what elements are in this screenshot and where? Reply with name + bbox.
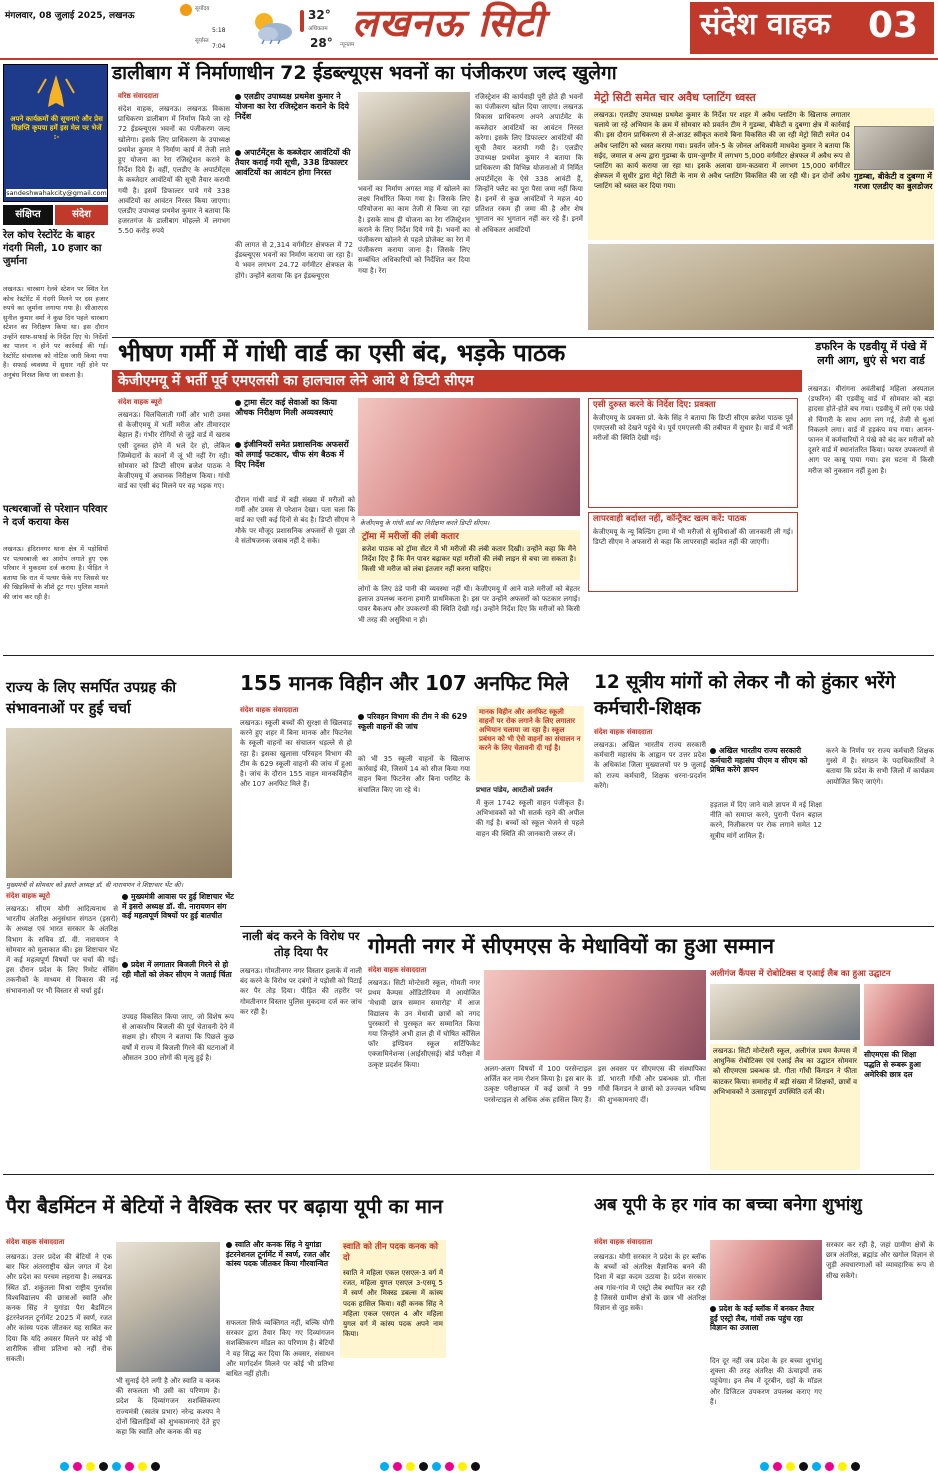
divider	[3, 655, 934, 656]
divider	[112, 337, 934, 338]
trauma-box	[358, 530, 580, 580]
badminton-col-4	[340, 1362, 446, 1457]
temp-max: 32°	[308, 8, 331, 22]
robotics-text: लखनऊ। सिटी मोन्टेसरी स्कूल, अलीगंज प्रथम कैम्पस में आधुनिक रोबोटिक्स एवं एआई लैब का उद्घाटन सोमवार को सीएमएस प्रबन्धक प्रो. गीता गाँधी किंगडन ने फीता काटकर किया। समारोह में बड़ी संख्या में शिक्षकों, छात्रों व अभिभावकों ने उत्साहपूर्ण उपस्थिति दर्ज की।	[713, 1047, 857, 1096]
gandhi-subhead: केजीएमयू में भर्ती पूर्व एमएलसी का हालचाल लेने आये थे डिप्टी सीएम	[118, 373, 474, 389]
teachers-col-3: करने के निर्णय पर राज्य कर्मचारी शिक्षक गुस्से में हैं। संगठन के पदाधिकारियों ने बताया कि प्रदेश के सभी जिलों में कार्यक्रम आयोजित किए जाएंगे।	[826, 747, 934, 786]
color-registration-marks	[60, 1462, 160, 1471]
brief-story-2-text: लखनऊ। इंदिरानगर थाना क्षेत्र में पड़ोसियों पर पत्थरबाजी का आरोप लगाते हुए एक परिवार ने मुकदमा दर्ज कराया है। पीड़ित ने बताया कि रात में पत्थर फेंके गए जिससे घर की खिड़कियों के शीशे टूट गए। पुलिस मामले की जांच कर रही है।	[3, 545, 108, 601]
brief-tag-2: संदेश	[55, 205, 108, 225]
bullet-dot	[122, 894, 128, 900]
masthead	[0, 0, 938, 60]
vehicles-col-3: में कुल 1742 स्कूली वाहन पंजीकृत हैं। अभिभावकों को भी सतर्क रहने की अपील की गई है। बच्चों को स्कूल भेजने से पहले वाहन की स्थिति की जानकारी जरूर लें।	[476, 799, 584, 838]
satellite-bullet-2	[122, 960, 234, 979]
robotics-headline: अलीगंज कैंपस में रोबोटिक्स व एआई लैब का हुआ उद्घाटन	[710, 969, 891, 979]
satellite-headline: राज्य के लिए समर्पित उपग्रह की संभावनाओं पर हुई चर्चा	[6, 680, 177, 717]
divider	[240, 926, 934, 927]
gandhi-byline: संदेश वाहक ब्यूरो	[118, 398, 162, 406]
namaste-hands-icon	[36, 73, 76, 109]
gandhi-photo-caption: केजीएमयू के गांधी वार्ड का निरीक्षण करते डिप्टी सीएम।	[360, 519, 490, 527]
satellite-col-2: उपग्रह विकसित किया जाए, जो विशेष रूप से आकाशीय बिजली की पूर्व चेतावनी देने में सक्षम हो। सीएम ने बताया कि पिछले कुछ वर्षों में राज्य में बिजली गिरने की घटनाओं में औसतन 300 लोगों की मृत्यु हुई है।	[122, 1013, 234, 1062]
press-release-ad	[3, 64, 108, 202]
robotics-photo-2	[864, 984, 934, 1046]
ad-email[interactable]: sandeshwahakcity@gmail.com	[6, 189, 107, 197]
teachers-byline: संदेश वाहक संवाददाता	[594, 728, 653, 736]
color-registration-marks	[760, 1462, 860, 1471]
gandhi-box-1-text: केजीएमयू के प्रवक्ता प्रो. केके सिंह ने बताया कि डिप्टी सीएम ब्रजेश पाठक पूर्व एमएलसी को देखने पहुंचे थे। पूर्व एमएलसी की तबीयत में सुधार है। वार्ड में भर्ती मरीजों की स्थिति देखी गई।	[593, 414, 793, 443]
lead-col-4: रजिस्ट्रेशन की कार्यवाही पूरी होते ही भवनों का पंजीकरण खोल दिया जाएगा। लखनऊ विकास प्राधिकरण अपने अपार्टमेंट के कब्जेदार आवंटियों का आवंटन निरस्त करेगा। इसके लिए डिफाल्टर आवंटियों की सूची तैयार करायी गयी है। एलडीए उपाध्यक्ष प्रथमेश कुमार ने बताया कि प्राधिकरण की विभिन्न योजनाओं में निर्मित अपार्टमेंट्स के ऐसे 338 आवंटी हैं, जिन्होंने फ्लैट का पूरा पैसा जमा नहीं किया है। इनमें से कुछ आवंटियों ने महज 40 प्रतिशत रकम ही जमा की है और शेष भुगतान का भुगतान नहीं कर रहे हैं। इनमें से अधिकतर आवंटियों	[475, 93, 583, 234]
section-title: लखनऊ सिटी	[352, 1, 545, 45]
date-line: मंगलवार, 08 जुलाई 2025, लखनऊ	[5, 11, 135, 21]
badminton-photo	[116, 1242, 220, 1372]
vehicles-quote: मानक विहीन और अनफिट स्कूली वाहनों पर रोक लगाने के लिए लगातार अभियान चलाया जा रहा है। स्कूल प्रबंधन को भी ऐसे वाहनों का संचालन न करने के लिए चेतावनी दी गई है।	[479, 708, 581, 752]
paper-name: संदेश वाहक	[700, 7, 831, 42]
badminton-headline: पैरा बैडमिंटन में बेटियों ने वैश्विक स्तर पर बढ़ाया यूपी का मान	[6, 1195, 443, 1218]
shubhanshu-byline: संदेश वाहक संवाददाता	[594, 1238, 653, 1246]
divider	[3, 1174, 934, 1175]
teachers-col-2: हड़ताल में दिए जाने वाले ज्ञापन में नई शिक्षा नीति को समाप्त करने, पुरानी पेंशन बहाल करने, निजीकरण पर रोक लगाने समेत 12 सूत्रीय मांगें शामिल हैं।	[710, 801, 822, 840]
sunset-time: 7:04	[212, 43, 226, 50]
bullet-dot	[358, 714, 364, 720]
lead-bullet-2	[235, 148, 353, 178]
temp-min-label: न्यूनतम	[340, 42, 355, 48]
gandhi-photo	[358, 398, 580, 516]
temp-max-label: अधिकतम	[308, 26, 328, 32]
bullet-dot	[235, 400, 241, 406]
badminton-bullet-1	[226, 1240, 334, 1269]
gandhi-box-2-headline: लापरवाही बर्दाश्त नहीं, कॉन्ट्रैक्ट खत्म करें: पाठक	[593, 514, 747, 524]
lead-bullet-1-text: एलडीए उपाध्यक्ष प्रथमेश कुमार ने योजना का रेरा रजिस्ट्रेशन कराने के दिये निर्देश	[235, 92, 350, 121]
teachers-col-1: लखनऊ। अखिल भारतीय राज्य सरकारी कर्मचारी महासंघ के आह्वान पर उत्तर प्रदेश के अधिकांश जिला मुख्यालयों पर 9 जुलाई को राज्य कर्मचारी, शिक्षक धरना-प्रदर्शन करेंगे।	[594, 741, 706, 790]
shubhanshu-col-1: लखनऊ। योगी सरकार ने प्रदेश के हर ब्लॉक के बच्चों को अंतरिक्ष वैज्ञानिक बनने की दिशा में बड़ा कदम उठाया है। प्रदेश सरकार अब गांव-गांव में एस्ट्रो लैब स्थापित कर रही है जिससे ग्रामीण क्षेत्रों के छात्र भी अंतरिक्ष विज्ञान से जुड़ सकें।	[594, 1253, 706, 1313]
satellite-bullet-1-text: मुख्यमंत्री आवास पर हुई शिष्टाचार भेंट में इसरो अध्यक्ष डॉ. वी. नारायणन संग कई महत्वपूर्ण विषयों पर हुई बातचीत	[122, 892, 234, 920]
lead-col-1: संदेश वाहक, लखनऊ। लखनऊ विकास प्राधिकरण डालीबाग में निर्माण किये जा रहे 72 ईडब्ल्यूएस भवनों का पंजीकरण जल्द खोलेगा। इसके लिए प्राधिकरण के उपाध्यक्ष प्रथमेश कुमार ने निर्माण कार्य में तेजी लाते हुए योजना का रेरा रजिस्ट्रेशन कराने के निर्देश दिये हैं। वहीं, एलडीए के अपार्टमेंट्स के कब्जेदार आवंटियों की सूची तैयार करायी गयी है। इसमें डिफाल्टर पाये गये 338 आवंटियों का आवंटन निरस्त किया जाएगा। एलडीए उपाध्यक्ष प्रथमेश कुमार ने बताया कि हजरतगंज के डालीबाग मोहल्ले में लगभग 5.50 करोड़ रुपये	[118, 105, 230, 236]
badminton-col-5	[452, 1240, 584, 1457]
gandhi-box-1	[588, 398, 798, 508]
robotics-box	[710, 970, 934, 1170]
sun-icon	[180, 4, 192, 16]
trauma-text: ब्रजेश पाठक को ट्रॉमा सेंटर में भी मरीजों की लंबी कतार दिखी। उन्होंने कहा कि मैंने निर्देश दिए हैं कि मैन पावर बढ़ाकर यहां मरीजों की लंबी लाइन से बचा जा सकता है। किसी भी मरीज को लंबा इंतजार नहीं करना चाहिए।	[362, 545, 576, 574]
badminton-byline: संदेश वाहक संवाददाता	[6, 1238, 65, 1246]
badminton-box-text: स्वाति ने महिला एकल एसएल-3 वर्ग में रजत, महिला युगल एसएल 3-एसयू 5 में स्वर्ण और मिक्स्ड डबल्स में कांस्य पदक हासिल किया। वहीं कनक सिंह ने महिला एकल एसएल 4 और महिला युगल वर्ग में कांस्य पदक अपने नाम किया।	[343, 1269, 443, 1339]
lead-bullet-2-text: अपार्टमेंट्स के कब्जेदार आवंटियों की तैयार कराई गयी सूची, 338 डिफाल्टर आवंटियों का आवंटन होगा निरस्त	[235, 148, 351, 177]
trauma-headline: ट्रॉमा में मरीजों की लंबी कतार	[362, 532, 459, 542]
badminton-bullet-1-text: स्वाति और कनक सिंह ने युगांडा इंटरनेशनल टूर्नामेंट में स्वर्ण, रजत और कांस्य पदक जीतकर किया गौरवान्वित	[226, 1240, 330, 1268]
robotics-photo-caption: सीएमएस की शिक्षा पद्धति से रूबरू हुआ अमेरिकी छात्र दल	[864, 1050, 921, 1079]
vehicles-quote-box	[476, 706, 584, 782]
brief-story-1-headline: रेल कोच रेस्टोरेंट के बाहर गंदगी मिली, 10 हजार का जुर्माना	[3, 230, 102, 267]
brief-tag-1: संक्षिप्त	[3, 205, 53, 225]
bullet-dot	[226, 1242, 232, 1248]
satellite-photo	[6, 728, 232, 878]
shubhanshu-headline: अब यूपी के हर गांव का बच्चा बनेगा शुभांशु	[594, 1195, 862, 1215]
teachers-bullet-1	[710, 746, 822, 775]
gomti-headline: गोमती नगर में सीएमएस के मेधावियों का हुआ सम्मान	[368, 934, 775, 958]
brief-story-1-text: लखनऊ। चारबाग रेलवे स्टेशन पर स्थित रेल कोच रेस्टोरेंट में गंदगी मिलने पर दस हजार रुपये का जुर्माना लगाया गया है। सीआरएस सुनील कुमार वर्मा ने कुछ दिन पहले चारबाग स्टेशन का निरीक्षण किया था। इस दौरान उन्होंने साफ-सफाई के निर्देश दिए थे। निर्देशों का पालन न होने पर कार्रवाई की गई। रेस्टोरेंट संचालक को नोटिस जारी किया गया है। सफाई व्यवस्था में सुधार नहीं होने पर अनुबंध निरस्त किया जा सकता है।	[3, 285, 108, 379]
sunset-label: सूर्यास्त	[195, 38, 209, 44]
temp-min: 28°	[310, 36, 333, 50]
bullet-dot	[710, 1306, 716, 1312]
thermometer-icon	[300, 10, 304, 32]
shubhanshu-bullet-1-text: प्रदेश के कई ब्लॉक में बनकर तैयार हुईं एस्ट्रो लैब, गांवों तक पहुंच रहा विज्ञान का उजाला	[710, 1304, 815, 1332]
metro-photo	[854, 126, 934, 170]
metro-headline: मेट्रो सिटी समेत चार अवैध प्लाटिंग ध्वस्त	[594, 91, 756, 104]
gandhi-bullet-1-text: ट्रामा सेंटर कई सेवाओं का किया औचक निरीक्षण मिली अव्यवस्थाएं	[235, 398, 337, 417]
bullet-dot	[710, 748, 716, 754]
gandhi-box-1-headline: एसी दुरुस्त करने के निर्देश दिए: प्रवक्ता	[593, 400, 716, 410]
satellite-bullet-1	[122, 892, 234, 921]
vehicles-byline: संदेश वाहक संवाददाता	[240, 706, 299, 714]
shubhanshu-col-3: सरकार कर रही है, जहां ग्रामीण क्षेत्रों के छात्र अंतरिक्ष, ब्रह्मांड और खगोल विज्ञान से जुड़ी अवधारणाओं को व्यावहारिक रूप से सीख सकेंगे।	[826, 1241, 934, 1280]
brief-column	[3, 205, 108, 650]
satellite-bullet-2-text: प्रदेश में लगातार बिजली गिरने से हो रही मौतों को लेकर सीएम ने जताई चिंता	[122, 960, 232, 979]
teachers-headline: 12 सूत्रीय मांगों को लेकर नौ को हुंकार भरेंगे कर्मचारी-शिक्षक	[594, 672, 896, 719]
badminton-col-3: सफलता सिर्फ व्यक्तिगत नहीं, बल्कि योगी सरकार द्वारा तैयार किए गए दिव्यांगजन सशक्तिकरण मॉडल का परिणाम है। बेटियों ने यह सिद्ध कर दिया कि अवसर, संसाधन और मार्गदर्शन मिलने पर कोई भी प्रतिभा बाधित नहीं होती।	[226, 1319, 334, 1379]
lead-byline: वरिष्ठ संवाददाता	[118, 92, 159, 100]
gomti-photo	[484, 970, 706, 1060]
gomti-col-2: अलग-अलग विषयों में 100 परसेन्टाइल अर्जित कर नाम रोशन किया है। इस बार के उत्कृष्ट परीक्षाफल में कई छात्रों ने 99 परसेन्टाइल से अधिक अंक हासिल किए हैं।	[484, 1065, 592, 1104]
metro-text: लखनऊ। एलडीए उपाध्यक्ष प्रथमेश कुमार के निर्देश पर शहर में अवैध प्लाटिंग के खिलाफ लगातार चलाये जा रहे अभियान के क्रम में सोमवार को प्रवर्तन टीम ने गुडम्बा, बीकेटी व दुबग्गा क्षेत्र में कार्रवाई की। इस दौरान प्राधिकरण से ले-आउट स्वीकृत कराये बिना विकसित की जा रही मेट्रो सिटी समेत 04 अवैध प्लाटिंग को ध्वस्त कराया गया। प्रवर्तन जोन-5 के जोनल अधिकारी माधवेश कुमार ने बताया कि सईद, जमाल व अन्य द्वारा गुडम्बा के ग्राम-जुग्गौर में लगभग 5,000 वर्गमीटर क्षेत्रफल में अवैध रूप से प्लाटिंग का कार्य कराया जा रहा था। इसके अलावा ग्राम-कठवारा में लगभग 15,000 वर्गमीटर क्षेत्रफल में सुधीर द्वारा मेट्रो सिटी के नाम से अवैध प्लाटिंग विकसित की जा रही थी। इन दोनों अवैध प्लाटिंग को ध्वस्त कर दिया गया।	[594, 111, 850, 191]
vehicles-bullet-1	[358, 712, 470, 731]
satellite-photo-caption: मुख्यमंत्री से सोमवार को इसरो अध्यक्ष डॉ. वी नारायणन ने शिष्टाचार भेंट की।	[6, 881, 184, 889]
weather-cloud-icon	[250, 10, 294, 44]
sunrise-time: 5:18	[212, 27, 226, 34]
metro-side-note: गुडम्बा, बीकेटी व दुबग्गा में गरजा एलडीए का बुलडोजर	[854, 172, 933, 191]
metro-box	[588, 92, 934, 334]
satellite-col-1: लखनऊ। सीएम योगी आदित्यनाथ से भारतीय अंतरिक्ष अनुसंधान संगठन (इसरो) के अध्यक्ष एवं भारत सरकार के अंतरिक्ष विभाग के सचिव डॉ. वी. नारायणन ने सोमवार को मुलाकात की। इस शिष्टाचार भेंट में कई महत्वपूर्ण विषयों पर चर्चा की गई। इस दौरान प्रदेश के लिए रिमोट सेंसिंग तकनीकों के माध्यम से विकास की नई संभावनाओं पर भी विस्तार से चर्चा हुई।	[6, 905, 118, 995]
teachers-bullet-1-text: अखिल भारतीय राज्य सरकारी कर्मचारी महासंघ पीएम व सीएम को प्रेषित करेंगे ज्ञापन	[710, 746, 808, 774]
vehicles-headline: 155 मानक विहीन और 107 अनफिट मिले	[240, 671, 569, 695]
bullet-dot	[235, 94, 241, 100]
page-number: 03	[868, 5, 919, 46]
vehicles-col-2: को भी 35 स्कूली वाहनों के खिलाफ कार्रवाई की, जिसमें 14 को सीज किया गया वाहन बिना फिटनेस और बिना परमिट के संचालित किए जा रहे थे।	[358, 755, 470, 794]
gandhi-bullet-1	[235, 398, 355, 418]
metro-photo-2	[588, 244, 934, 330]
badminton-col-1: लखनऊ। उत्तर प्रदेश की बेटियों ने एक बार फिर अंतरराष्ट्रीय खेल जगत में देश और प्रदेश का परचम लहराया है। लखनऊ स्थित डॉ. शकुंतला मिश्रा राष्ट्रीय पुनर्वास विश्वविद्यालय की छात्राओं स्वाति और कनक सिंह ने युगांडा पैरा बैडमिंटन इंटरनेशनल टूर्नामेंट 2025 में स्वर्ण, रजत और कांस्य पदक जीतकर यह साबित कर दिया कि यदि अवसर मिलने पर कोई भी शारीरिक सीमा प्रतिभा को नहीं रोक सकती।	[6, 1253, 112, 1364]
satellite-byline: संदेश वाहक ब्यूरो	[6, 892, 50, 900]
gomti-col-1: लखनऊ। सिटी मोन्टेसरी स्कूल, गोमती नगर प्रथम कैम्पस ऑडिटोरियम में आयोजित 'मेधावी छात्र सम्मान समारोह' में आज विद्यालय के उन मेधावी छात्रों को नगद पुरस्कारों से पुरस्कृत कर सम्मानित किया गया जिन्होंने अभी हाल ही में घोषित काँसिल फॉर इण्डियन स्कूल सर्टिफिकेट एक्जामिनेशन्स (आईसीएसई) बोर्ड परीक्षा में उत्कृष्ट प्रदर्शन किया।	[368, 979, 480, 1069]
vehicles-col-1: लखनऊ। स्कूली बच्चों की सुरक्षा से खिलवाड़ करने हुए शहर में बिना मानक और फिटनेस के स्कूली वाहनों का संचालन धड़ल्ले से हो रहा है। इसका खुलासा परिवहन विभाग की टीम के 629 स्कूली वाहनों की जांच में हुआ है। जांच के दौरान 155 वाहन मानकविहीन और 107 अनफिट मिले हैं।	[240, 719, 352, 789]
badminton-box	[340, 1240, 446, 1358]
sunrise-label: सूर्योदय	[195, 6, 210, 12]
badminton-col-2: भी सुनाई देने लगी है और स्वाति व कनक की सफलता भी उसी का परिणाम है। प्रदेश के दिव्यांगजन सशक्तिकरण राज्यमंत्री (स्वतंत्र प्रभार) नरेन्द्र कश्यप ने दोनों खिलाड़ियों को शुभकामनाएं देते हुए कहा कि स्वाति और कनक की यह	[116, 1377, 220, 1437]
badminton-box-headline: स्वाति को तीन पदक कनक को दो	[343, 1242, 438, 1263]
bullet-dot	[122, 962, 128, 968]
color-registration-marks	[380, 1462, 480, 1471]
brief-story-2-headline: पत्थरबाजों से परेशान परिवार ने दर्ज कराया केस	[3, 504, 108, 528]
bullet-dot	[235, 442, 241, 448]
shubhanshu-photo	[710, 1240, 822, 1300]
gomti-byline: संदेश वाहक संवाददाता	[368, 966, 427, 974]
gandhi-col-4	[588, 596, 798, 650]
vehicles-bullet-1-text: परिवहन विभाग की टीम ने की 629 स्कूली वाहनों की जांच	[358, 712, 468, 731]
fan-text: लखनऊ। वीरांगना अवंतीबाई महिला अस्पताल (डफरिन) की एडवीयू वार्ड में सोमवार को बड़ा हादसा होते-होते बच गया। एडवीयू में लगे एक पंखे से चिंगारी के साथ आग लग गई, तेजी से धुआं निकलने लगा। वार्ड में हड़कंप मच गया। आनन-फानन में कर्मचारियों ने पंखे को बंद कर मरीजों को दूसरे वार्ड में स्थानांतरित किया। फायर उपकरणों से आग पर काबू पाया गया। इस घटना में किसी मरीज को नुकसान नहीं हुआ है।	[808, 385, 934, 475]
lead-col-2: की लागत से 2,314 वर्गमीटर क्षेत्रफल में 72 ईडब्ल्यूएस भवनों का निर्माण कराया जा रहा है। ये भवन लगभग 24.72 वर्गमीटर क्षेत्रफल के होंगे। उन्होंने बताया कि इन ईडब्ल्यूएस	[235, 241, 353, 280]
gandhi-headline: भीषण गर्मी में गांधी वार्ड का एसी बंद, भड़के पाठक	[118, 339, 566, 367]
shubhanshu-bullet-1	[710, 1304, 822, 1333]
drain-text: लखनऊ। गोमतीनगर नगर विस्तार इलाके में नाली बंद करने के विरोध पर दबंगों ने पड़ोसी को पिटाई कर पैर तोड़ दिया। पीड़ित की तहरीर पर गोमतीनगर विस्तार पुलिस मुकदमा दर्ज कर जांच कर रही है।	[240, 967, 362, 1016]
ad-text: अपने कार्यक्रमों की सूचनाएं और प्रेस विज्ञप्ति कृपया हमें इस मेल पर भेजें :-	[10, 115, 103, 141]
lead-bullet-1	[235, 92, 353, 122]
lead-headline: डालीबाग में निर्माणाधीन 72 ईडब्ल्यूएस भवनों का पंजीकरण जल्द खुलेगा	[112, 62, 617, 84]
drain-headline: नाली बंद करने के विरोध पर तोड़ दिया पैर	[242, 929, 360, 959]
gandhi-col-3: लोगों के लिए ठंडे पानी की व्यवस्था नहीं थी। केजीएमयू में आने वाले मरीजों को बेहतर इलाज उपलब्ध कराना हमारी प्राथमिकता है। इस पर उन्होंने अफसरों को फटकार लगाई। पावर बैकअप और उपकरणों की स्थिति देखी गई। उन्होंने निर्देश दिए कि मरीजों को किसी भी तरह की असुविधा न हो।	[358, 585, 580, 624]
gandhi-bullet-2-text: इंजीनियरों समेत प्रशासनिक अफसरों को लगाई फटकार, चीफ संग बैठक में दिए निर्देश	[235, 440, 349, 469]
vehicles-quote-by: प्रभात पांडेय, आरटीओ प्रवर्तन	[476, 786, 553, 794]
gandhi-box-2-text: केजीएमयू के न्यू बिल्डिंग ट्रामा में भी मरीजों से सुविधाओं की जानकारी ली गई। डिप्टी सीएम ने अफसरों से कहा कि लापरवाही बर्दाश्त नहीं की जाएगी।	[593, 528, 793, 547]
gandhi-box-2	[588, 512, 798, 592]
lead-photo-building	[358, 92, 470, 180]
gandhi-col-2: दौरान गांधी वार्ड में बड़ी संख्या में मरीजों को गर्मी और उमस से परेशान देखा। पता चला कि वार्ड का एसी कई दिनों से बंद है। डिप्टी सीएम ने मौके पर मौजूद प्रशासनिक अफसरों से पूछा तो वे संतोषजनक जवाब नहीं दे सके।	[235, 496, 355, 545]
robotics-photo	[710, 984, 860, 1040]
bullet-dot	[235, 150, 241, 156]
gomti-col-3: इस अवसर पर सीएमएस की संस्थापिका डॉ. भारती गाँधी और प्रबन्धक प्रो. गीता गाँधी किंगडन ने छात्रों को उज्ज्वल भविष्य की शुभकामनाएं दीं।	[598, 1065, 706, 1104]
gandhi-col-1: लखनऊ। चिलचिलाती गर्मी और भारी उमस से केजीएमयू में भर्ती मरीज और तीमारदार बेहाल हैं। गंभीर रोगियों से जुड़े वार्ड में खराब एसी दुरुस्त होने में भले देर हो, लेकिन जिम्मेदारों के कानों में जूं भी नहीं रेंग रही। सोमवार को डिप्टी सीएम ब्रजेश पाठक ने केजीएमयू में अचानक निरीक्षण किया। गांधी वार्ड का एसी बंद मिलने पर वह भड़क गए।	[118, 411, 230, 491]
fan-headline: डफरिन के एडवीयू में पंखे में लगी आग, धुएं से भरा वार्ड	[815, 340, 927, 367]
lead-col-3: भवनों का निर्माण अगस्त माह में खोलने का लक्ष्य निर्धारित किया गया है। जिसके लिए परियोजना का काम तेजी से किया जा रहा है। इसके साथ ही योजना का रेरा रजिस्ट्रेशन कराने के लिए निर्देश दिये गये हैं। भवनों का पंजीकरण खोलने से पहले प्रोजेक्ट का रेरा में पंजीकरण कराया जाना है। जिसके लिए सम्बंधित अधिकारियों को निर्देशित कर दिया गया है। रेरा	[358, 185, 470, 275]
gandhi-bullet-2	[235, 440, 355, 470]
shubhanshu-col-2: दिन दूर नहीं जब प्रदेश के हर बच्चा शुभांशु शुक्ला की तरह अंतरिक्ष की ऊंचाइयों तक पहुंचेगा। इन लैब में दूरबीन, ग्रहों के मॉडल और डिजिटल उपकरण उपलब्ध कराए गए हैं।	[710, 1357, 822, 1406]
